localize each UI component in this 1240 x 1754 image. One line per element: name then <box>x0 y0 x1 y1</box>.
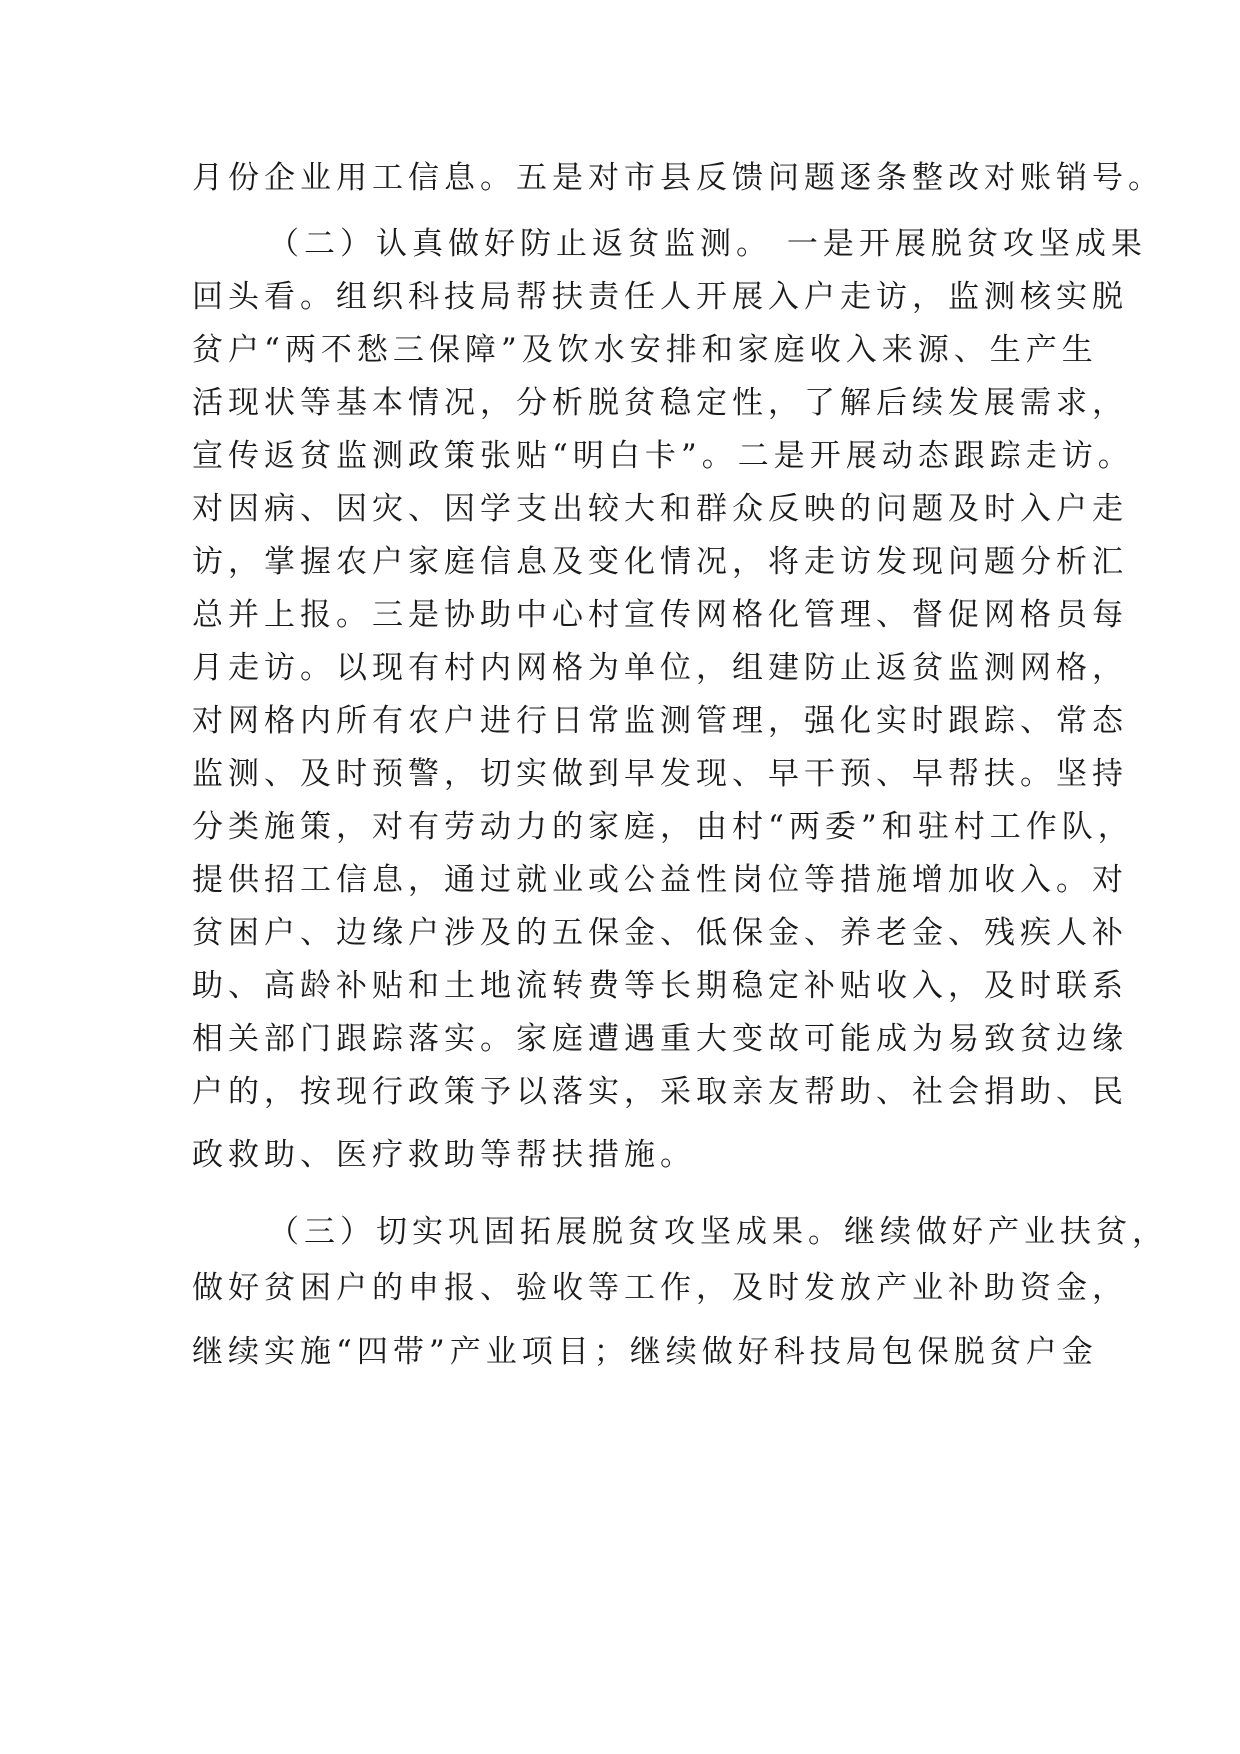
text-line: 访，掌握农户家庭信息及变化情况，将走访发现问题分析汇 <box>192 544 1128 580</box>
text-line: 继续实施“四带”产业项目；继续做好科技局包保脱贫户金 <box>192 1334 1098 1370</box>
text-line: 相关部门跟踪落实。家庭遭遇重大变故可能成为易致贫边缘 <box>192 1021 1128 1057</box>
text-line: 回头看。组织科技局帮扶责任人开展入户走访，监测核实脱 <box>192 279 1128 315</box>
text-line: 宣传返贫监测政策张贴“明白卡”。二是开展动态跟踪走访。 <box>192 438 1134 474</box>
section-heading-line: （三）切实巩固拓展脱贫攻坚成果。继续做好产业扶贫， <box>268 1214 1168 1250</box>
text-line: 总并上报。三是协助中心村宣传网格化管理、督促网格员每 <box>192 597 1128 633</box>
text-line: 对网格内所有农户进行日常监测管理，强化实时跟踪、常态 <box>192 703 1128 739</box>
text-line: 月走访。以现有村内网格为单位，组建防止返贫监测网格， <box>192 650 1128 686</box>
text-line: 贫困户、边缘户涉及的五保金、低保金、养老金、残疾人补 <box>192 915 1128 951</box>
text-line: 监测、及时预警，切实做到早发现、早干预、早帮扶。坚持 <box>192 756 1128 792</box>
section-heading-line: （二）认真做好防止返贫监测。 一是开展脱贫攻坚成果 <box>268 226 1147 262</box>
text-line: 做好贫困户的申报、验收等工作，及时发放产业补助资金， <box>192 1270 1128 1306</box>
text-line: 政救助、医疗救助等帮扶措施。 <box>192 1137 696 1173</box>
text-line: 贫户“两不愁三保障”及饮水安排和家庭收入来源、生产生 <box>192 332 1098 368</box>
text-line: 对因病、因灾、因学支出较大和群众反映的问题及时入户走 <box>192 491 1128 527</box>
text-line: 提供招工信息，通过就业或公益性岗位等措施增加收入。对 <box>192 862 1128 898</box>
text-line: 分类施策，对有劳动力的家庭，由村“两委”和驻村工作队， <box>192 809 1134 845</box>
text-line: 户的，按现行政策予以落实，采取亲友帮助、社会捐助、民 <box>192 1074 1128 1110</box>
text-line: 助、高龄补贴和土地流转费等长期稳定补贴收入，及时联系 <box>192 968 1128 1004</box>
text-line: 活现状等基本情况，分析脱贫稳定性，了解后续发展需求， <box>192 385 1128 421</box>
text-line: 月份企业用工信息。五是对市县反馈问题逐条整改对账销号。 <box>192 160 1164 196</box>
